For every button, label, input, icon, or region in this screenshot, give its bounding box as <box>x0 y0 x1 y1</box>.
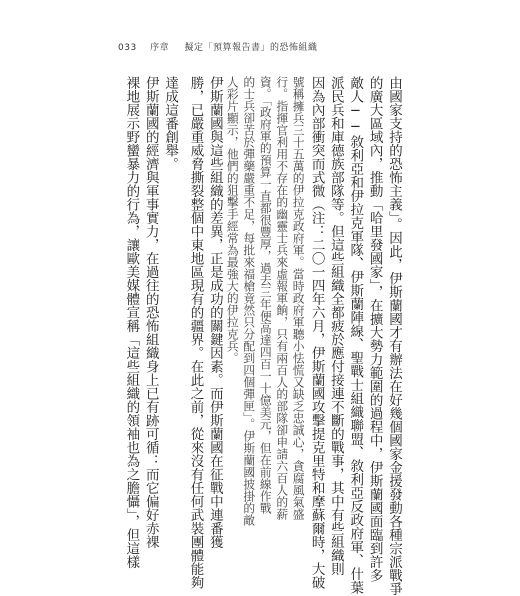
quoted-text-column: 人彩片顯示，他們的狙擊手經常為最強大的伊拉克兵。 <box>225 76 240 364</box>
chapter-title: 擬定「預算報告書」的恐怖組織 <box>184 43 318 53</box>
text-column: 達成這番創舉。 <box>162 76 179 171</box>
text-column: 勝，已嚴重威脅撕裂整個中東地區現有的疆界。在此之前，從來沒有任何武裝團體能夠 <box>187 76 204 589</box>
quoted-text-column: 號稱擁兵三十五萬的伊拉克政府軍。當時政府軍聽小怯慌又缺乏忠誠心，貪腐風氣盛 <box>291 76 306 520</box>
text-column: 因為內部衝突而式微（注：二〇一四年六月，伊斯蘭國攻擊提克里特和摩蘇爾時，大破 <box>308 76 325 589</box>
text-column: 派民兵和庫德族部隊等。但這些組織全都疲於應付接連不斷的戰事，其中有些組織則 <box>327 76 344 576</box>
chapter-label: 序章 <box>150 43 170 53</box>
vertical-body-text <box>118 76 402 596</box>
quoted-text-column: 行。指揮官利用不存在的幽靈士兵來虛報軍餉，只有兩百人的部隊卻申請六百人的薪 <box>274 76 289 520</box>
quoted-text-column: 的士兵卻苦於彈藥嚴重不足，每批來福槍竟然只分配到四個彈匣」。伊斯蘭國披掛的敵 <box>241 76 256 527</box>
text-column: 敵人──敘利亞和伊拉克軍隊、伊斯蘭陣線、聖戰士組織聯盟、敘利亞反政府軍、什葉 <box>347 76 364 594</box>
quoted-text-column: 資。「政府軍的預算一直都很豐厚，過去三年便高達四百一十億美元，但在前線作戰 <box>258 76 273 515</box>
text-column: 由國家支持的恐怖主義」。因此，伊斯蘭國才有辦法在好幾個國家金援發動各種宗派戰爭 <box>386 76 402 596</box>
running-header <box>118 40 400 53</box>
page-number: 033 <box>118 43 137 53</box>
text-column: 伊斯蘭國的經濟與軍事實力，在過往的恐怖組織身上已有跡可循：而它偏好赤裸 <box>142 76 159 549</box>
text-column: 的廣大區域內，推動「哈里發國家」，在擴大勢力範圍的過程中，伊斯蘭國面臨到許多 <box>366 76 383 583</box>
text-column: 伊斯蘭國與這些組織的差異，正是成功的關鍵因素。而伊斯蘭國在征戰中連番獲 <box>206 76 223 549</box>
text-column: 裸地展示野蠻暴力的行為，讓歐美媒體宣稱「這些組織的領袖也為之膽懾」，但這樣 <box>123 76 140 569</box>
